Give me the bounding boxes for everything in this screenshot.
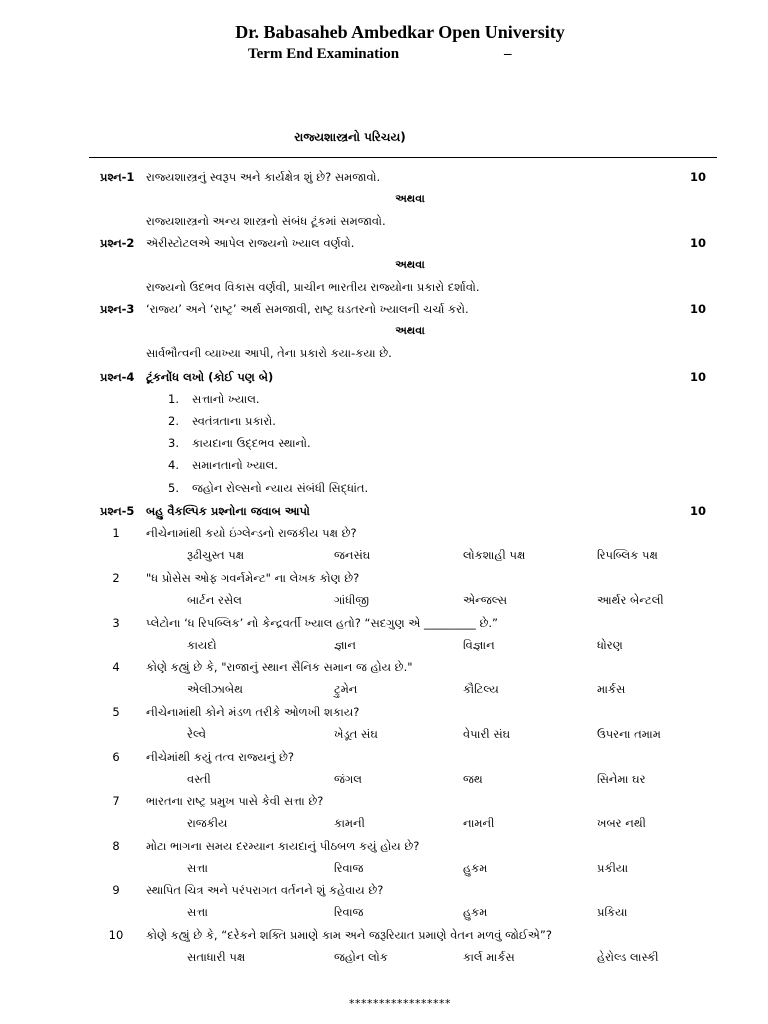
mcq-option: સત્તા: [187, 861, 208, 875]
mcq-question: નીચેનામાંથી કોને મંડળ તરીકે ઓળખી શકાય?: [146, 705, 360, 719]
mcq-option: કૌટિલ્ય: [463, 682, 499, 696]
mcq-option: પ્રકિયા: [597, 905, 628, 919]
or-separator: અથવા: [395, 324, 425, 337]
sub-item-number: 1.: [168, 392, 179, 406]
question-text: બહુ વૈકલ્પિક પ્રશ્નોના જવાબ આપો: [146, 504, 310, 518]
sub-item-number: 2.: [168, 414, 179, 428]
alternative-question-text: રાજ્યશાસ્ત્રનો અન્ય શાસ્ત્રનો સંબંધ ટૂંકમાં સમજાવો.: [146, 214, 386, 228]
mcq-number: 10: [108, 928, 124, 942]
mcq-option: રિપબ્લિક પક્ષ: [597, 548, 658, 562]
mcq-option: કામની: [334, 816, 365, 830]
mcq-option: બાર્ટન રસેલ: [187, 593, 242, 607]
exam-date-dash: –: [504, 46, 512, 62]
mcq-option: વિજ્ઞાન: [463, 638, 495, 652]
mcq-option: વસ્તી: [187, 772, 211, 786]
mcq-question: નીચેમાંથી કયું તત્વ રાજ્યનું છે?: [146, 750, 294, 764]
mcq-option: એલીઝાબેથ: [187, 682, 243, 696]
mcq-option: આર્થર બેન્ટલી: [597, 593, 664, 607]
mcq-number: 7: [112, 794, 120, 808]
mcq-question: પ્લેટોના ‘ધ રિપબ્લિક’ નો કેન્દ્રવર્તી ખ્યાલ હતો? “સદગુણ એ _________ છે.”: [146, 616, 498, 630]
or-separator: અથવા: [395, 258, 425, 271]
question-text: ટૂંકનોંધ લખો (કોઈ પણ બે): [146, 370, 274, 384]
sub-item-text: સ્વતંત્રતાના પ્રકારો.: [192, 414, 276, 428]
mcq-option: સિનેમા ઘર: [597, 772, 646, 786]
mcq-number: 3: [112, 616, 120, 630]
mcq-option: રિવાજ: [334, 905, 364, 919]
mcq-option: ગાંધીજી: [334, 593, 370, 607]
mcq-question: કોણે કહ્યું છે કે, “દરેકને શક્તિ પ્રમાણે કામ અને જરૂરિયાત પ્રમાણે વેતન મળવું જોઈએ”?: [146, 928, 552, 942]
sub-item-number: 4.: [168, 458, 179, 472]
mcq-option: રૂઢીચુસ્ત પક્ષ: [187, 548, 245, 562]
sub-item-text: સત્તાનો ખ્યાલ.: [192, 392, 260, 406]
alternative-question-text: રાજ્યનો ઉદભવ વિકાસ વર્ણવી, પ્રાચીન ભારતીય રાજ્યોના પ્રકારો દર્શાવો.: [146, 280, 480, 294]
mcq-question: નીચેનામાંથી કયો ઇંગ્લેન્ડનો રાજકીય પક્ષ છે?: [146, 526, 357, 540]
mcq-number: 9: [112, 883, 120, 897]
exam-title: Term End Examination: [248, 46, 400, 62]
mcq-option: પ્રકીયા: [597, 861, 629, 875]
mcq-option: કાર્લ માર્કસ: [463, 950, 515, 964]
mcq-option: લોકશાહી પક્ષ: [463, 548, 526, 562]
mcq-number: 8: [112, 839, 120, 853]
mcq-option: હેરોલ્ડ લાસ્કી: [597, 950, 659, 964]
question-label: પ્રશ્ન-5: [100, 504, 135, 518]
mcq-option: સતાધારી પક્ષ: [187, 950, 246, 964]
mcq-option: સત્તા: [187, 905, 208, 919]
question-marks: 10: [690, 370, 707, 384]
question-marks: 10: [690, 236, 707, 250]
question-text: રાજ્યશાસ્ત્રનું સ્વરૂપ અને કાર્યક્ષેત્ર શું છે? સમજાવો.: [146, 170, 381, 184]
mcq-option: જહોન લોક: [334, 950, 388, 964]
alternative-question-text: સાર્વભૌત્વની વ્યાખ્યા આપી, તેના પ્રકારો કયા-કયા છે.: [146, 346, 392, 360]
university-title: Dr. Babasaheb Ambedkar Open University: [235, 22, 565, 42]
mcq-option: રિવાજ: [334, 861, 364, 875]
subject-title: રાજ્યશાસ્ત્રનો પરિચય): [294, 130, 406, 144]
question-marks: 10: [690, 302, 707, 316]
question-label: પ્રશ્ન-1: [100, 170, 135, 184]
sub-item-text: કાયદાના ઉદ્દભવ સ્થાનો.: [192, 436, 311, 450]
mcq-number: 5: [112, 705, 120, 719]
mcq-option: એન્જલ્સ: [463, 593, 508, 607]
end-of-paper-stars: *****************: [349, 997, 451, 1010]
sub-item-number: 5.: [168, 481, 179, 495]
mcq-option: જ્ઞાન: [334, 638, 356, 652]
mcq-question: સ્થાપિત ચિત્ર અને પરંપરાગત વર્તનને શું કહેવાય છે?: [146, 883, 384, 897]
mcq-option: માર્કસ: [597, 682, 626, 696]
mcq-question: કોણે કહ્યું છે કે, "રાજાનું સ્થાન સૈનિક સમાન જ હોય છે.": [146, 660, 413, 674]
question-label: પ્રશ્ન-3: [100, 302, 135, 316]
mcq-number: 1: [112, 526, 120, 540]
question-marks: 10: [690, 504, 707, 518]
question-text: ઍરીસ્ટોટલએ આપેલ રાજ્યનો ખ્યાલ વર્ણવો.: [146, 236, 355, 250]
or-separator: અથવા: [395, 192, 425, 205]
mcq-option: ઉપરના તમામ: [597, 727, 661, 741]
mcq-option: રાજકીય: [187, 816, 228, 830]
mcq-question: મોટા ભાગના સમય દરમ્યાન કાયદાનું પીઠબળ કયું હોય છે?: [146, 839, 420, 853]
mcq-number: 4: [112, 660, 120, 674]
question-label: પ્રશ્ન-4: [100, 370, 135, 384]
mcq-number: 6: [112, 750, 120, 764]
sub-item-text: સમાનતાનો ખ્યાલ.: [192, 458, 278, 472]
mcq-option: જંગલ: [334, 772, 362, 786]
mcq-option: નામની: [463, 816, 495, 830]
mcq-option: જનસંઘ: [334, 548, 371, 562]
mcq-option: વેપારી સંઘ: [463, 727, 511, 741]
mcq-number: 2: [112, 571, 120, 585]
mcq-option: ખેડૂત સંઘ: [334, 727, 378, 741]
mcq-option: રેલ્વે: [187, 727, 207, 741]
question-marks: 10: [690, 170, 707, 184]
mcq-question: ભારતના રાષ્ટ્ર પ્રમુખ પાસે કેવી સત્તા છે?: [146, 794, 324, 808]
mcq-option: કાયદો: [187, 638, 217, 652]
mcq-option: જથ: [463, 772, 483, 786]
mcq-option: ધોરણ: [597, 638, 623, 652]
mcq-option: ખબર નથી: [597, 816, 646, 830]
sub-item-number: 3.: [168, 436, 179, 450]
header-divider: [89, 157, 717, 158]
sub-item-text: જહોન રોલ્સનો ન્યાય સંબંધી સિદ્ધાંત.: [192, 481, 369, 495]
mcq-option: ટ્રુમેન: [334, 682, 358, 696]
mcq-question: "ધ પ્રોસેસ ઓફ ગવર્નમેન્ટ" ના લેખક કોણ છે?: [146, 571, 360, 585]
question-text: ‘રાજ્ય’ અને ‘રાષ્ટ્ર’ અર્થ સમજાવી, રાષ્ટ્ર ઘડતરનો ખ્યાલની ચર્ચા કરો.: [146, 302, 469, 316]
question-label: પ્રશ્ન-2: [100, 236, 135, 250]
mcq-option: હુકમ: [463, 905, 488, 919]
mcq-option: હુકમ: [463, 861, 488, 875]
